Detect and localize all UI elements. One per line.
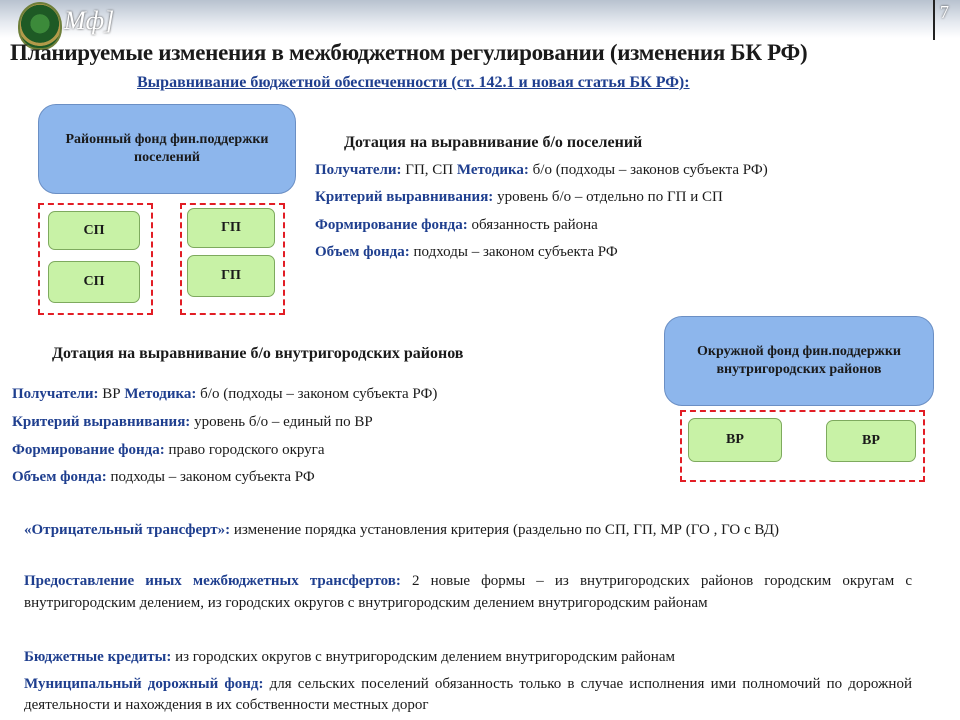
okrug-fund-label: Окружной фонд фин.поддержки внутригородских районов [697,343,901,377]
urban-line-volume: Объем фонда: подходы – законом субъекта РФ [12,469,315,485]
district-fund-box [38,104,296,194]
district-fund-label: Районный фонд фин.поддержки поселений [65,131,269,165]
note-negative-transfer: «Отрицательный трансферт»: изменение порядка установления критерия (раздельно по СП, ГП, МР (ГО , ГО с ВД) [24,522,780,538]
urban-line-formation: Формирование фонда: право городского округа [12,442,325,458]
note-other-transfers: Предоставление иных межбюджетных трансфертов: 2 новые формы – из внутригородских районов городским округам с внутригородским делением, из городских округов с внутригородским делением внутригородским районам [24,573,912,611]
note-road-fund: Муниципальный дорожный фонд: для сельских поселений обязанность только в случае исполнения ими полномочий по дорожной деятельности и нахождения в их собственности местных дорог [24,676,912,713]
unit-gp-1: ГП [187,208,275,248]
minfin-logo: Мф] [64,6,115,35]
page-subtitle: Выравнивание бюджетной обеспеченности (ст. 142.1 и новая статья БК РФ): [137,74,690,91]
header-bar [0,0,960,38]
settlement-line-recipients: Получатели: ГП, СП Методика: б/о (подходы – законов субъекта РФ) [315,162,768,178]
settlement-line-criterion: Критерий выравнивания: уровень б/о – отдельно по ГП и СП [315,189,723,205]
urban-line-recipients: Получатели: ВР Методика: б/о (подходы – законом субъекта РФ) [12,386,438,402]
urban-line-criterion: Критерий выравнивания: уровень б/о – единый по ВР [12,414,373,430]
page-title: Планируемые изменения в межбюджетном регулировании (изменения БК РФ) [10,40,808,65]
unit-vr-2: ВР [826,420,916,462]
page-number: 7 [940,2,949,22]
unit-sp-2: СП [48,261,140,303]
unit-vr-1: ВР [688,418,782,462]
settlement-grant-heading: Дотация на выравнивание б/о поселений [344,134,643,151]
note-budget-credits: Бюджетные кредиты: из городских округов с внутригородским делением внутригородским районам [24,649,675,665]
settlement-line-formation: Формирование фонда: обязанность района [315,217,598,233]
unit-gp-2: ГП [187,255,275,297]
urban-grant-heading: Дотация на выравнивание б/о внутригородских районов [52,345,464,362]
header-divider [933,0,935,40]
settlement-line-volume: Объем фонда: подходы – законом субъекта РФ [315,244,618,260]
okrug-fund-box [664,316,934,406]
unit-sp-1: СП [48,211,140,250]
